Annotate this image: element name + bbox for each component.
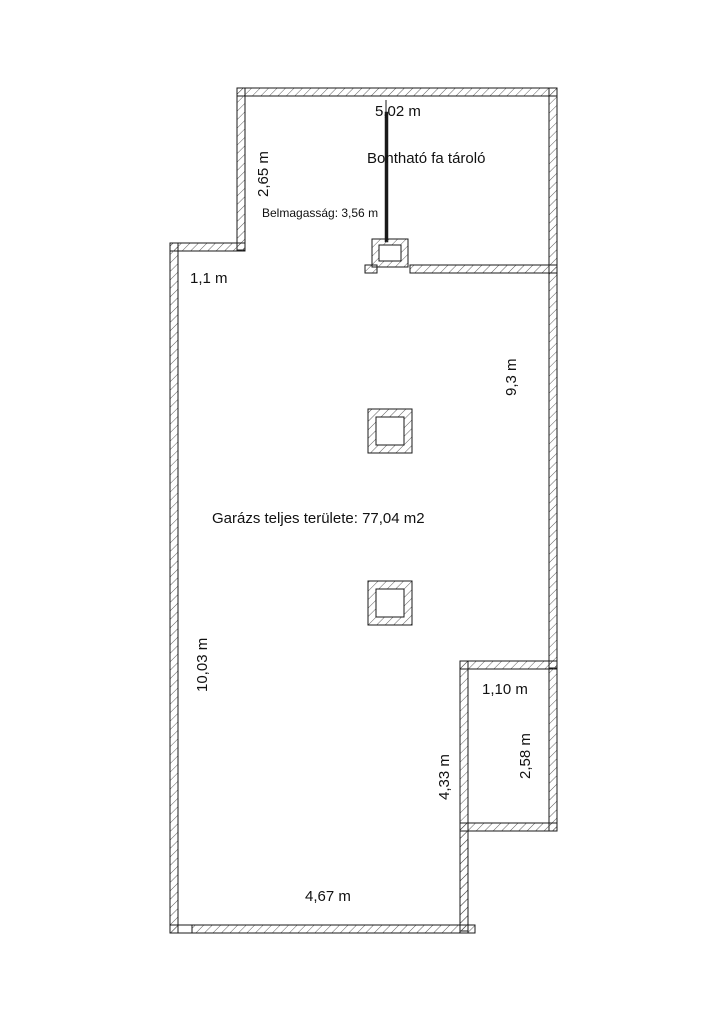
wall-top [237,88,557,96]
column-garage-upper-inner [376,417,404,445]
annotation-ceiling-height: Belmagasság: 3,56 m [262,206,379,220]
wall-notch-horizontal [170,243,245,251]
annotation-total-area: Garázs teljes területe: 77,04 m2 [212,510,425,527]
dimension-label-right-vertical: 9,3 m [503,358,520,396]
wall-bottom [170,925,475,933]
wall-storage-bottom-right [410,265,557,273]
dimension-label-annex-right-vertical: 2,58 m [517,733,534,779]
dimension-label-notch-width: 1,1 m [190,270,228,287]
annotation-storage-title: Bontható fa tároló [367,150,486,167]
column-storage-inner [379,245,401,261]
wall-annex-bottom [460,823,557,831]
dimension-label-top-width: 5,02 m [375,103,421,120]
wall-right-lower [460,823,468,933]
opening-bottom-left [178,925,192,933]
dimension-label-inner-vertical: 4,33 m [436,754,453,800]
wall-right-upper [549,88,557,668]
wall-left-main [170,243,178,933]
dimension-label-bottom-width: 4,67 m [305,888,351,905]
wall-upper-left [237,88,245,250]
column-garage-lower-inner [376,589,404,617]
dimension-label-left-top-vertical: 2,65 m [255,151,272,197]
partition-wooden-storage [385,112,388,242]
dimension-label-annex-top-width: 1,10 m [482,681,528,698]
dimension-label-left-vertical: 10,03 m [194,637,211,692]
wall-annex-top [460,661,557,669]
wall-annex-right [549,661,557,831]
